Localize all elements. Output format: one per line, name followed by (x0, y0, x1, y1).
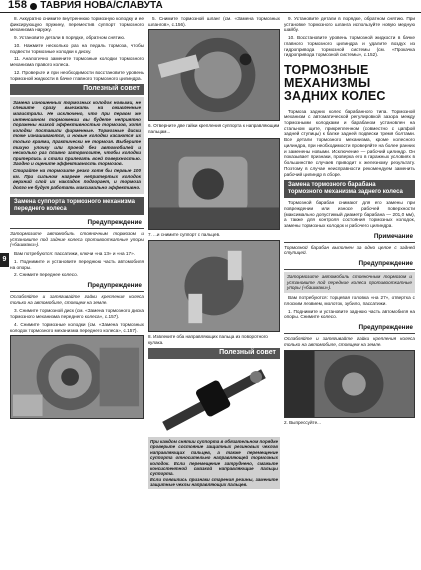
paragraph: Тормозной барабан снимают для его замены при повреждении или износе рабочей поверхности (максимально допустимый диаметр барабана — 201,0 мм), а также для контроля состояния тормозных колодок, замены тормозных колодок и рабочего цилиндра. (284, 200, 415, 229)
photo-guide-pins (148, 240, 280, 332)
paragraph: 11. Аналогично замените тормозные колодки тормозного механизма правого колеса. (10, 56, 144, 68)
photo-guide-pin (148, 361, 280, 435)
paragraph: 8. Аккуратно снимите внутреннюю тормозную колодку и ее фиксирующую пружину, переместив суппорт тормозного механизма наружу. (10, 16, 144, 33)
section-title: ТОРМОЗНЫЕ МЕХАНИЗМЫ ЗАДНИХ КОЛЕС (284, 63, 386, 104)
step: 4. Снимите тормозные колодки (см. «Замена тормозных колодок тормозного механизма переднего колеса», с.157). (10, 321, 144, 333)
column-1 (10, 16, 144, 568)
paragraph: 12. Проверьте и при необходимости восстановите уровень тормозной жидкости в бачке главного тормозного цилиндра. (10, 69, 144, 81)
advice-box (10, 97, 144, 195)
tools-text: Вам потребуются: торцевая головка «на 27», отвертка с плоским лезвием, молоток, зубило, пассатижи. (284, 295, 415, 306)
caution-text: Затормозите автомобиль стояночным тормозом и установите под передние колеса противооткатные упоры («башмаки»). (284, 272, 415, 293)
step: 10. Восстановите уровень тормозной жидкости в бачке главного тормозного цилиндра и удалите воздух из гидропривода тормозной системы (см. «Прокачка гидропривода тормозной системы», с.152). (284, 35, 415, 58)
chapter-tab: 9 (0, 253, 9, 267)
note-text: Тормозной барабан выполнен за одно целое с задней ступицей. (284, 244, 415, 256)
caution-label: Предупреждение (10, 218, 144, 229)
tools-text: Вам потребуются: пассатижи, ключи «на 13» и «на 17». (14, 251, 135, 257)
photo-image (148, 361, 280, 435)
photo-drum (284, 350, 415, 418)
photo-image (11, 336, 143, 418)
photo-image (285, 351, 414, 417)
caution-label: Предупреждение (284, 259, 415, 270)
rear-brakes-intro (284, 60, 415, 108)
column-3 (284, 16, 415, 568)
advice-box (148, 437, 280, 490)
paragraph: Тормоза задних колес барабанного типа. Тормозной механизм с автоматической регулировкой зазора между тормозными колодками и барабаном установлен на стальном щите, прикрепленном (совместно с цапфой задней ступицы) к балке задней подвески тремя болтами. Все детали тормозного механизма, кроме колесного цилиндра, при необходимости проверяйте на более ранних и заменены новыми. Исключение — рабочий цилиндр. Он показывает признаки, проверка его в гаражных условиях в большинстве случаев приводит к железному результату. Поэтому в случае неисправности рекомендуем заменить рабочий цилиндр в сборе. (284, 108, 415, 177)
caution-text: Затормозите автомобиль стояночным тормозом и установите под задние колеса противооткатные упоры («башмаки»). (10, 230, 144, 248)
step: 1. Поднимите и установите переднюю часть автомобиля на опоры. (10, 258, 144, 270)
page-number: 158 (8, 0, 28, 12)
step: 1. Поднимите и установите заднюю часть автомобиля на опоры. Снимите колесо. (284, 308, 415, 320)
advice-text: Замена изношенных тормозных колодок новыми, не спешите сразу выезжать на оживленные магистрали. Не исключено, что при первом же интенсивном торможении вы будете неприятно поражены низкой эффективностью тормозов, хотя колодки поставили фирменные. Тормозные диски тоже изнашиваются, и новые колодки касаются их только краями, практически не тормозя. Выберите тихую улочку или проезд без автомобилей и несколько раз плавно затормозите, чтобы колодки притерлись и стали прилегать всей поверхностью. Заодно и оцените эффективность тормозов. (13, 99, 141, 167)
paragraph: 10. Нажмите несколько раз на педаль тормоза, чтобы подвести тормозные колодки к диску. (10, 42, 144, 54)
caution-text: Ослабляйте и затягивайте гайки крепления колеса только на автомобиле, стоящем на земле. (10, 293, 144, 305)
step: 3. Снимите тормозной диск (см. «Замена тормозного диска тормозного механизма переднего колеса», с.157). (10, 308, 144, 320)
caution-label: Предупреждение (10, 281, 144, 292)
photo-caption: 8. Извлеките оба направляющих пальца из поворотного кулака. (148, 334, 268, 345)
section-header: Замена суппорта тормозного механизма переднего колеса (10, 197, 144, 215)
photo-image (149, 30, 279, 120)
step: 5. Снимите тормозной шланг (см. «Замена тормозных шлангов», с.156). (148, 16, 280, 27)
advice-header: Полезный совет (10, 84, 144, 95)
photo-caption: 6. Отверните две гайки крепления суппорта к направляющим пальцам... (148, 123, 280, 135)
photo-image (149, 241, 279, 331)
advice-text: Стирайте на тормозите резко хотя бы первые 100 км. При сильном нагреве непритертых колодок верхний слой их накладок подгорает, и тормоза долго не будут работать максимально эффективно. (13, 168, 141, 190)
section-header: Замена тормозного барабана тормозного механизма заднего колеса (284, 180, 415, 198)
advice-header: Полезный совет (148, 348, 280, 359)
advice-text: При каждом снятии суппорта в обязательном порядке проверьте состояние защитных резиновых чехлов направляющих пальцев, а также перемещение суппорта относительно направляющей тормозных колодок. Если перемещение затруднено, смажьте консистентной смазкой направляющие пальцы суппорта. (150, 438, 278, 477)
step: 9. Установите детали в порядке, обратном снятию. При установке тормозного шланга используйте новую медную шайбу. (284, 16, 415, 33)
caution-label: Предупреждение (284, 323, 415, 334)
advice-text: Если появились признаки старения резины, замените защитные чехлы направляющих пальцев. (150, 476, 278, 488)
caution-text: Ослабляйте и затягивайте гайки крепления колеса только на автомобиле, стоящем на земле. (284, 335, 415, 347)
note-label: Примечание (284, 232, 415, 243)
step: 2. Снимите переднее колесо. (14, 272, 78, 278)
photo-caliper-nuts (148, 29, 280, 121)
photo-brake-assembly (10, 335, 144, 419)
bullet-icon (30, 3, 37, 10)
photo-image (149, 139, 279, 229)
page-title: ТАВРИЯ НОВА/СЛАВУТА (40, 0, 163, 11)
page-header (0, 0, 421, 13)
paragraph: 9. Установите детали в порядке, обратном снятию. (14, 35, 126, 41)
photo-caption: 2. Выпрессуйте... (284, 420, 321, 426)
column-2 (148, 16, 280, 568)
photo-caption: 7. ...и снимите суппорт с пальцев. (148, 231, 221, 237)
photo-caliper-removed (148, 138, 280, 230)
